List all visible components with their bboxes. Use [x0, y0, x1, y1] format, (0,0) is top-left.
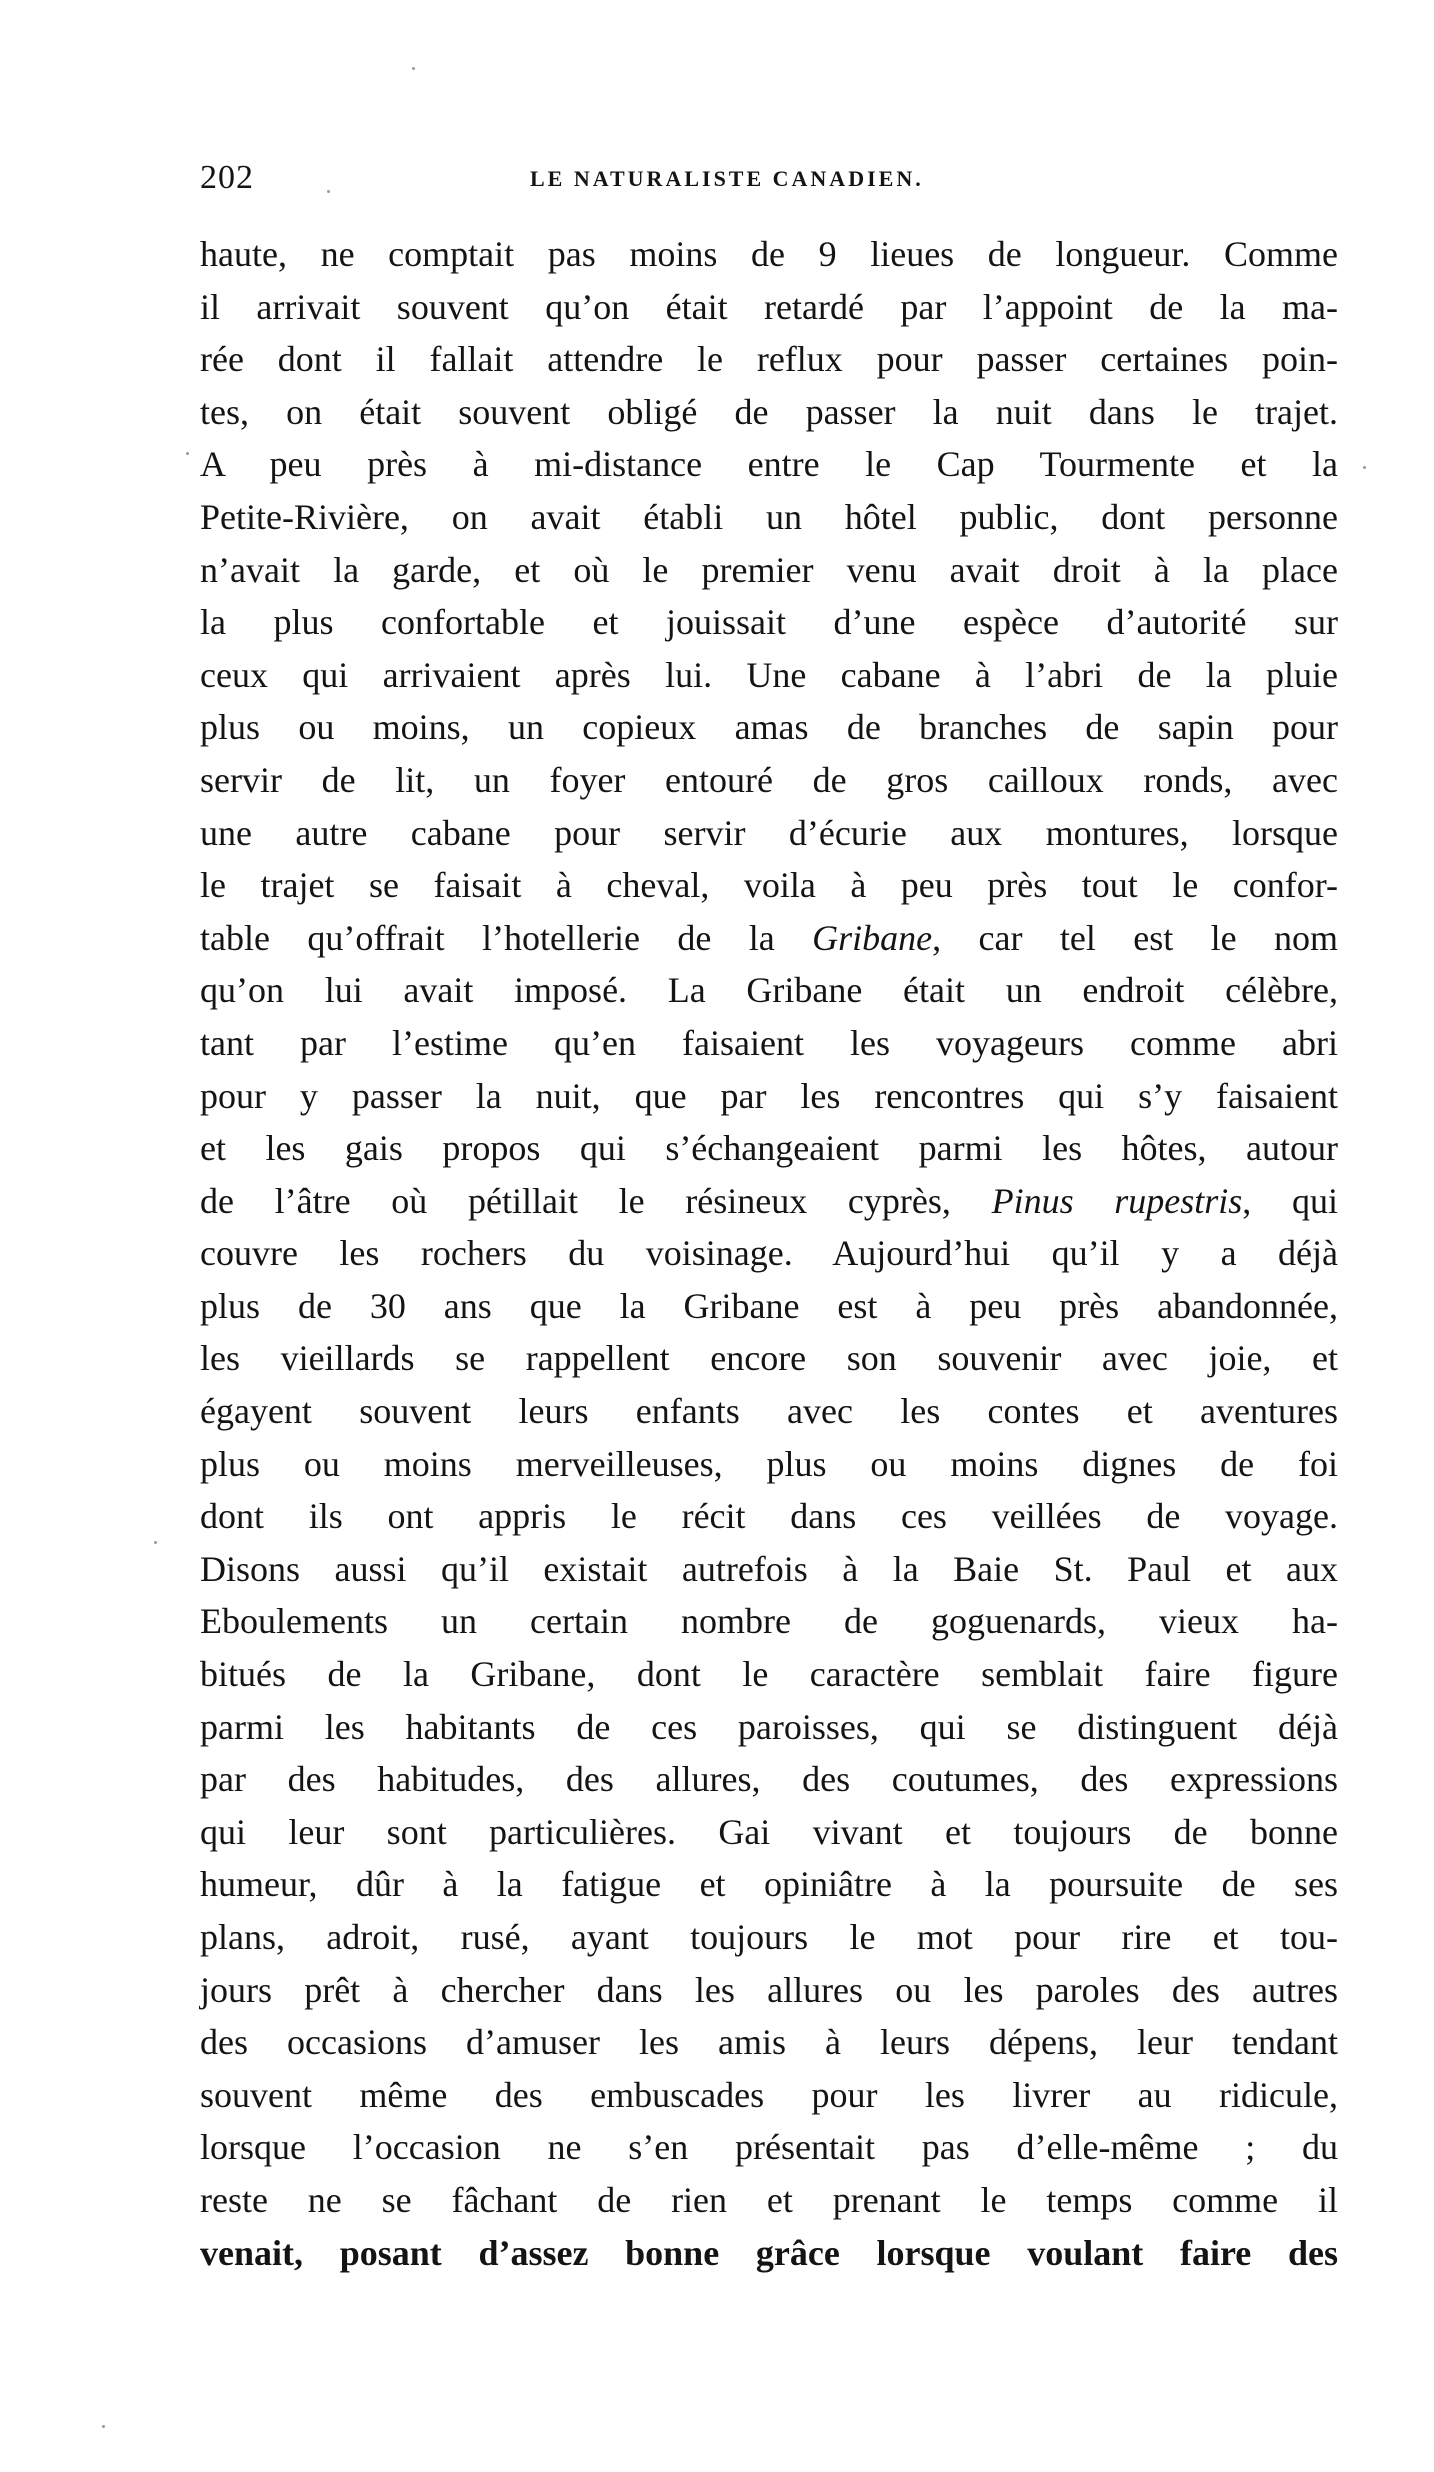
text-line: plans, adroit, rusé, ayant toujours le mot pour rire et tou-: [200, 1917, 1338, 1957]
text-line: plus ou moins merveilleuses, plus ou moins dignes de foi: [200, 1443, 1338, 1484]
paper-speck: [102, 2425, 105, 2428]
text-line: qu’on lui avait imposé. La Gribane était un endroit célèbre,: [200, 970, 1338, 1011]
text-line: les vieillards se rappellent encore son souvenir avec joie, et: [200, 1338, 1338, 1379]
text-line: [200, 912, 1338, 965]
text-line: une autre cabane pour servir d’écurie aux montures, lorsque: [200, 812, 1338, 853]
text-segment: , car tel est le nom: [932, 917, 1338, 958]
text-line: haute, ne comptait pas moins de 9 lieues de longueur. Comme: [200, 234, 1338, 274]
text-segment: , qui: [1242, 1180, 1338, 1221]
paper-speck: [1363, 466, 1366, 469]
text-segment: table qu’offrait l’hotellerie de la: [200, 917, 813, 958]
text-line: Petite-Rivière, on avait établi un hôtel public, dont personne: [200, 496, 1338, 537]
text-line: reste ne se fâchant de rien et prenant le temps comme il: [200, 2179, 1338, 2220]
paper-speck: [186, 452, 189, 455]
text-line: Disons aussi qu’il existait autrefois à la Baie St. Paul et aux: [200, 1548, 1338, 1589]
text-line: [200, 1175, 1338, 1228]
text-line: et les gais propos qui s’échangeaient parmi les hôtes, autour: [200, 1128, 1338, 1169]
text-line: dont ils ont appris le récit dans ces veillées de voyage.: [200, 1496, 1338, 1537]
text-line: Eboulements un certain nombre de goguenards, vieux ha-: [200, 1601, 1338, 1642]
text-line: humeur, dûr à la fatigue et opiniâtre à la poursuite de ses: [200, 1864, 1338, 1905]
text-line: bitués de la Gribane, dont le caractère semblait faire figure: [200, 1654, 1338, 1695]
text-line: couvre les rochers du voisinage. Aujourd’hui qu’il y a déjà: [200, 1233, 1338, 1274]
text-line: A peu près à mi-distance entre le Cap Tourmente et la: [200, 444, 1338, 485]
italic-term: Gribane: [812, 917, 933, 958]
text-line: qui leur sont particulières. Gai vivant et toujours de bonne: [200, 1811, 1338, 1852]
text-line: des occasions d’amuser les amis à leurs dépens, leur tendant: [200, 2022, 1338, 2063]
text-line: plus ou moins, un copieux amas de branches de sapin pour: [200, 707, 1338, 748]
paper-speck: [327, 190, 330, 193]
page-number: 202: [200, 159, 254, 196]
text-line: égayent souvent leurs enfants avec les contes et aventures: [200, 1391, 1338, 1432]
text-line: la plus confortable et jouissait d’une espèce d’autorité sur: [200, 602, 1338, 643]
journal-title: LE NATURALISTE CANADIEN.: [530, 166, 924, 191]
italic-term: Pinus rupestris: [991, 1180, 1243, 1221]
paper-speck: [412, 67, 415, 70]
text-line: il arrivait souvent qu’on était retardé par l’appoint de la ma-: [200, 286, 1338, 327]
text-line: souvent même des embuscades pour les livrer au ridicule,: [200, 2074, 1338, 2115]
text-line: parmi les habitants de ces paroisses, qui se distinguent déjà: [200, 1706, 1338, 1747]
text-line: n’avait la garde, et où le premier venu avait droit à la place: [200, 549, 1338, 590]
text-line: rée dont il fallait attendre le reflux pour passer certaines poin-: [200, 339, 1338, 380]
text-line: par des habitudes, des allures, des coutumes, des expressions: [200, 1759, 1338, 1800]
text-line: venait, posant d’assez bonne grâce lorsque voulant faire des: [200, 2232, 1338, 2273]
text-line: pour y passer la nuit, que par les rencontres qui s’y faisaient: [200, 1075, 1338, 1116]
text-line: le trajet se faisait à cheval, voila à peu près tout le confor-: [200, 865, 1338, 906]
text-line: ceux qui arrivaient après lui. Une cabane à l’abri de la pluie: [200, 654, 1338, 695]
body-text: [200, 228, 1338, 2279]
text-line: tant par l’estime qu’en faisaient les voyageurs comme abri: [200, 1022, 1338, 1063]
paper-speck: [154, 1541, 157, 1544]
text-line: plus de 30 ans que la Gribane est à peu près abandonnée,: [200, 1285, 1338, 1326]
text-line: lorsque l’occasion ne s’en présentait pas d’elle-même ; du: [200, 2127, 1338, 2168]
text-line: jours prêt à chercher dans les allures ou les paroles des autres: [200, 1969, 1338, 2010]
running-head: [200, 158, 1000, 198]
text-line: tes, on était souvent obligé de passer la nuit dans le trajet.: [200, 391, 1338, 432]
text-line: servir de lit, un foyer entouré de gros cailloux ronds, avec: [200, 759, 1338, 800]
text-segment: de l’âtre où pétillait le résineux cyprès,: [200, 1180, 992, 1221]
